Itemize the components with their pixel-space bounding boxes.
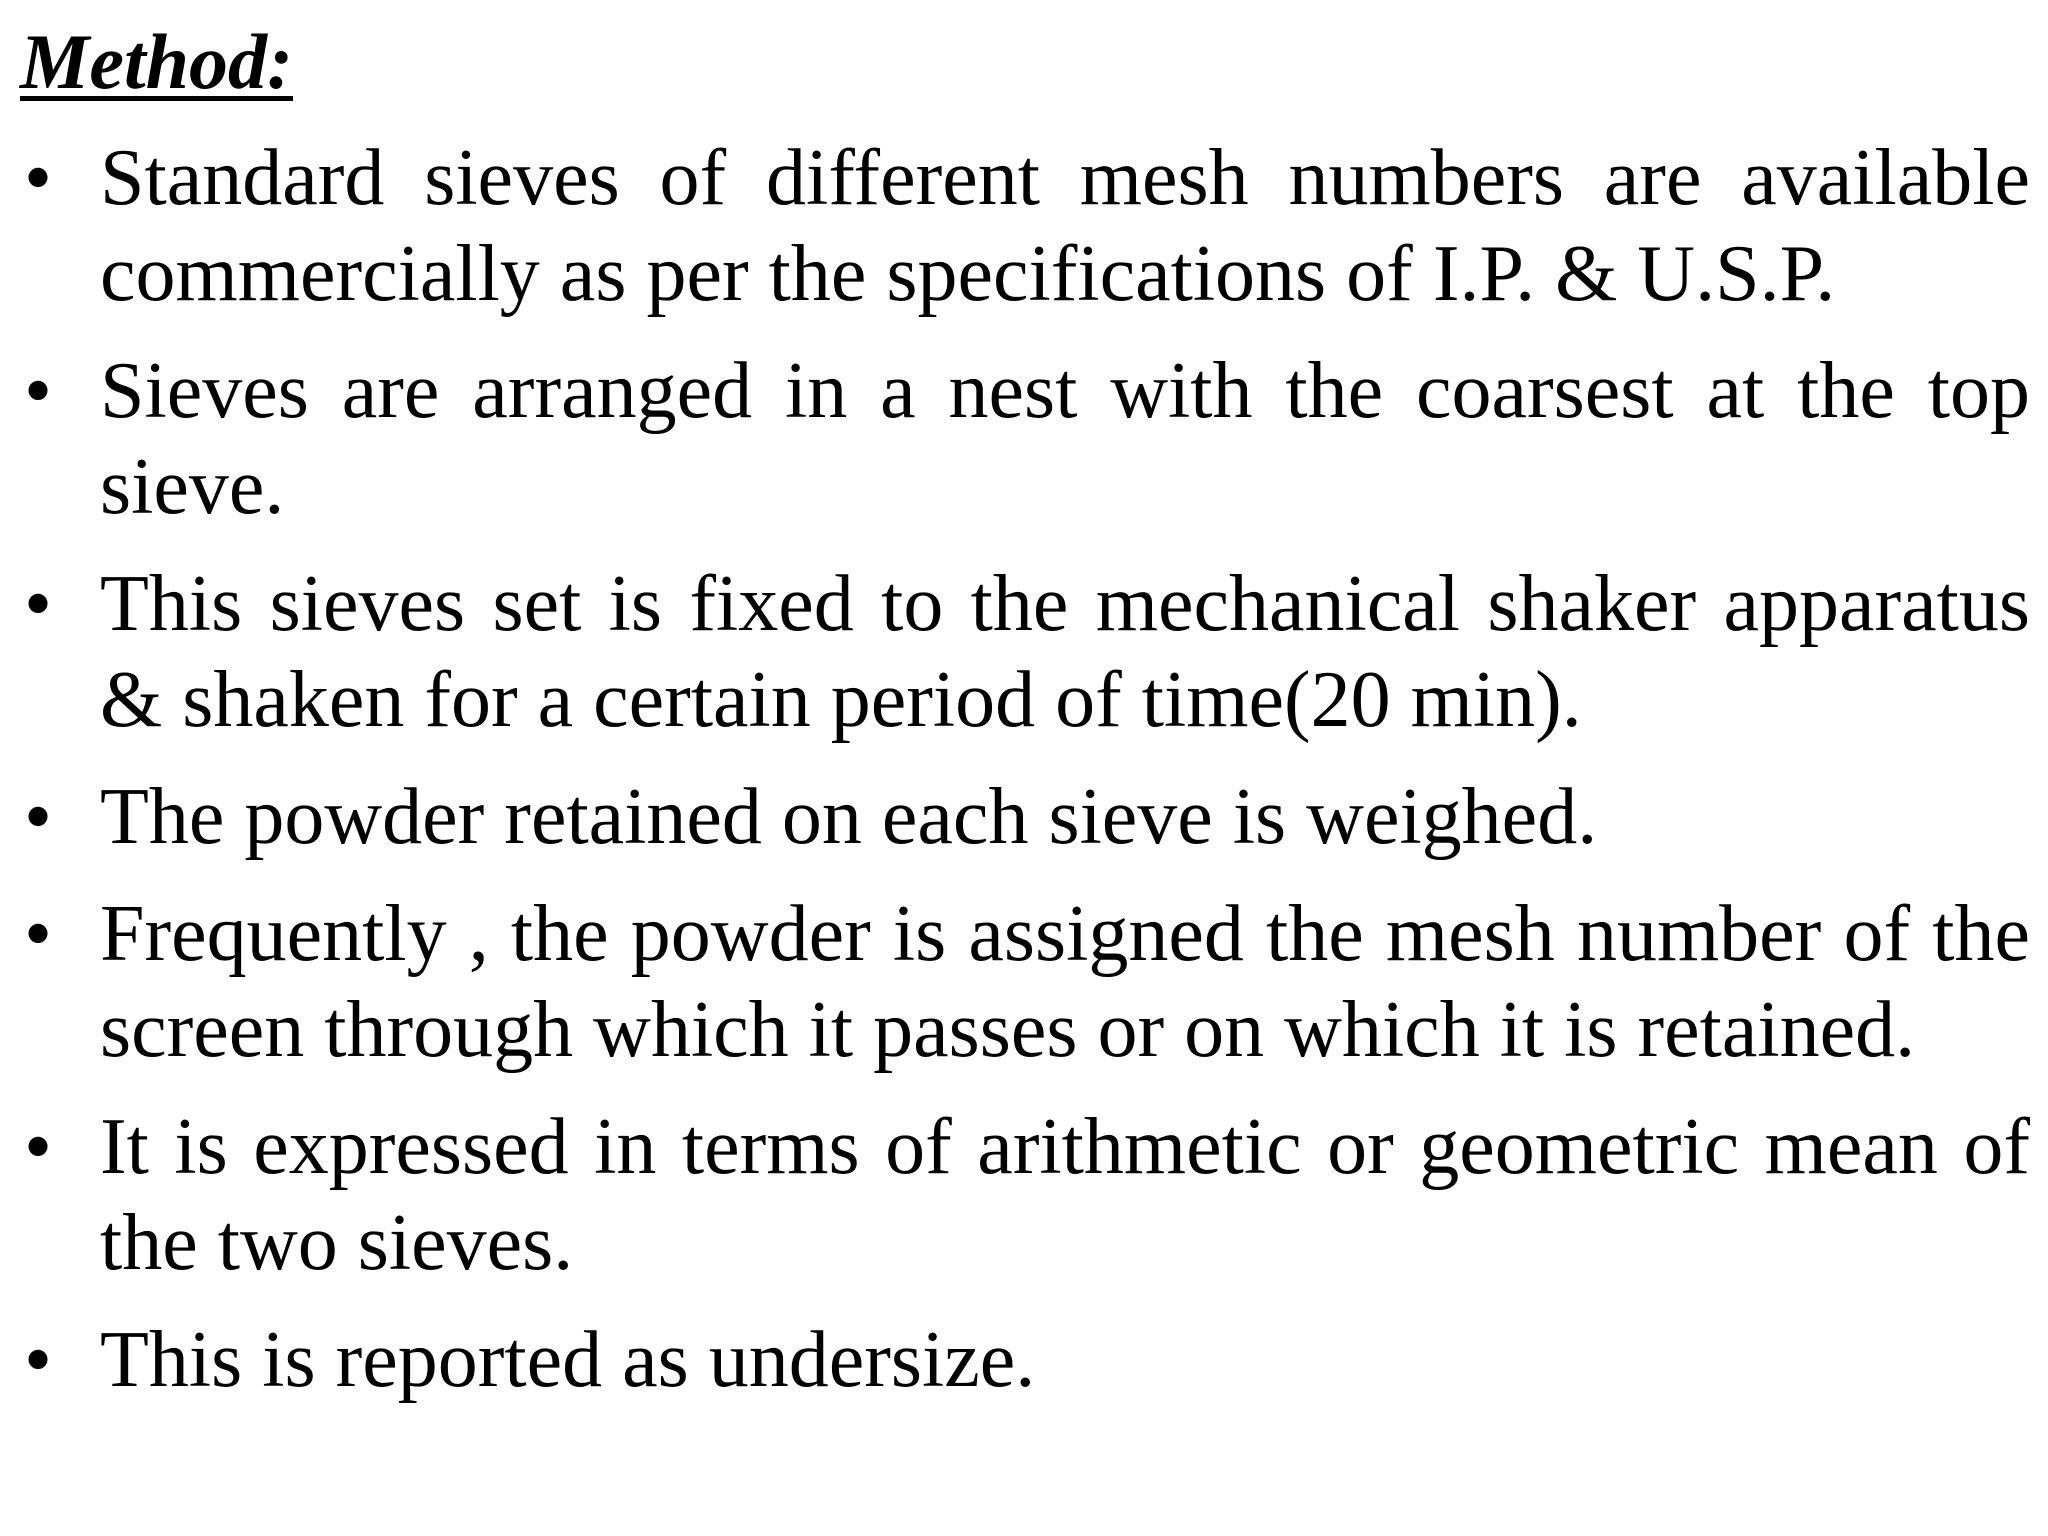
bullet-text: Sieves are arranged in a nest with the coarsest at the top sieve. [100, 347, 2030, 531]
bullet-text: It is expressed in terms of arithmetic or geometric mean of the two sieves. [100, 1103, 2030, 1287]
bullet-text: This is reported as undersize. [100, 1316, 1036, 1404]
bullet-item [20, 769, 2030, 865]
bullet-item [20, 130, 2030, 322]
bullet-item [20, 1099, 2030, 1291]
slide-title: Method: [20, 18, 293, 105]
bullet-text: This sieves set is fixed to the mechanical shaker apparatus & shaken for a certain period of time(20 min). [100, 560, 2030, 744]
bullet-item [20, 556, 2030, 748]
bullet-text: The powder retained on each sieve is weighed. [100, 773, 1598, 861]
bullet-dot-icon: • [24, 1316, 53, 1404]
bullet-dot-icon: • [24, 773, 53, 861]
bullet-text: Frequently , the powder is assigned the mesh number of the screen through which it passes or on which it is retained. [100, 890, 2030, 1074]
bullet-item [20, 343, 2030, 535]
bullet-item [20, 886, 2030, 1078]
bullet-text: Standard sieves of different mesh numbers are available commercially as per the specifications of I.P. & U.S.P. [100, 134, 2030, 318]
bullet-dot-icon: • [24, 560, 53, 648]
bullet-dot-icon: • [24, 347, 53, 435]
bullet-dot-icon: • [24, 890, 53, 978]
bullet-dot-icon: • [24, 1103, 53, 1191]
bullet-item [20, 1312, 2030, 1408]
method-bullet-list [20, 130, 2030, 1429]
bullet-dot-icon: • [24, 134, 53, 222]
